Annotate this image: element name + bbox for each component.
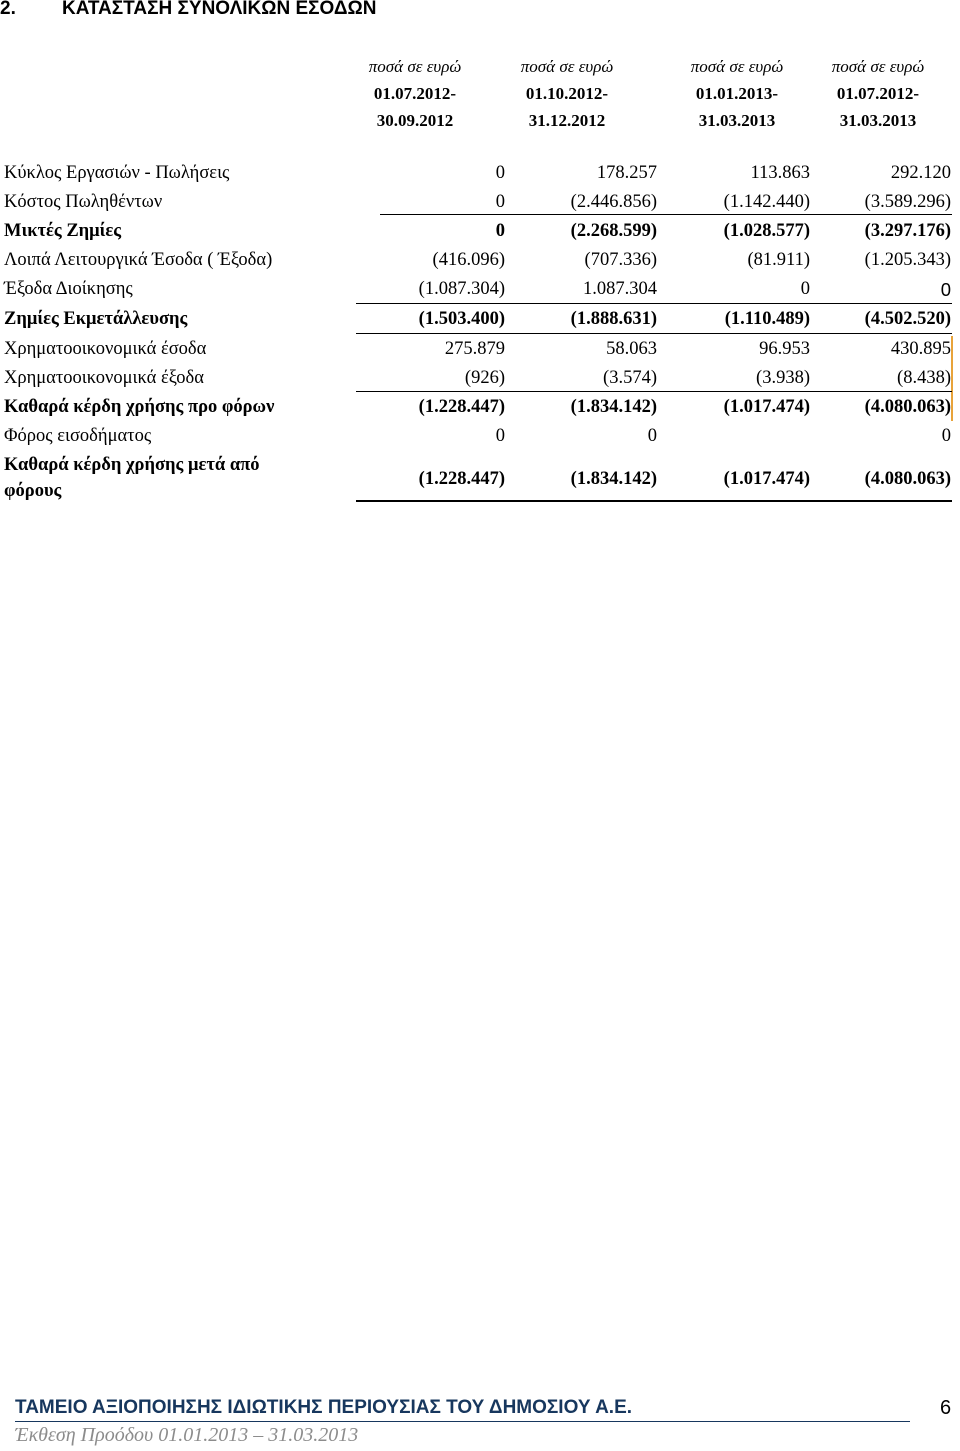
row-label: Λοιπά Λειτουργικά Έσοδα ( Έξοδα) [4, 250, 273, 270]
table-row-profit-before-tax [4, 393, 954, 422]
row-value-q4-2012: 178.257 [596, 163, 657, 183]
row-value-q1-2013: 96.953 [759, 339, 810, 359]
table-row-finance-income [4, 335, 954, 364]
total-rule [356, 500, 952, 502]
subtotal-rule [356, 333, 952, 334]
table-row-income-tax [4, 422, 954, 451]
column-period-start: 01.07.2012- [836, 84, 920, 103]
row-value-q3-2012: (1.503.400) [418, 309, 505, 329]
column-unit: ποσά σε ευρώ [831, 57, 925, 76]
footer-report-title: Έκθεση Προόδου 01.01.2013 – 31.03.2013 [15, 1424, 359, 1446]
subtotal-rule [356, 391, 952, 392]
column-period-start: 01.07.2012- [373, 84, 457, 103]
row-label: Μικτές Ζημίες [4, 221, 122, 241]
row-value-q4-2012: 58.063 [606, 339, 657, 359]
row-label: Κύκλος Εργασιών - Πωλήσεις [4, 163, 230, 183]
row-value-total: (8.438) [897, 368, 951, 388]
table-row-gross-loss [4, 217, 954, 246]
row-value-q4-2012: 0 [647, 426, 657, 446]
row-label: Χρηματοοικονομικά έξοδα [4, 368, 204, 388]
row-value-q3-2012: 0 [495, 426, 505, 446]
row-value-q1-2013: (1.017.474) [723, 469, 810, 489]
column-unit: ποσά σε ευρώ [520, 57, 614, 76]
column-header-4 [808, 53, 948, 134]
row-value-total: (4.502.520) [864, 309, 951, 329]
column-period-end: 31.03.2013 [839, 111, 917, 130]
row-value-q3-2012: (416.096) [432, 250, 505, 270]
table-row-operating-loss [4, 305, 954, 334]
row-value-q4-2012: (2.446.856) [570, 192, 657, 212]
column-period-end: 31.12.2012 [528, 111, 606, 130]
row-value-total: 292.120 [890, 163, 951, 183]
row-value-q4-2012: (1.834.142) [570, 469, 657, 489]
subtotal-rule [380, 214, 952, 215]
column-header-2 [497, 53, 637, 134]
column-period-end: 30.09.2012 [376, 111, 454, 130]
row-value-q4-2012: (3.574) [603, 368, 657, 388]
row-value-q4-2012: (1.888.631) [570, 309, 657, 329]
row-label: Καθαρά κέρδη χρήσης προ φόρων [4, 397, 275, 417]
row-value-q3-2012: 0 [495, 192, 505, 212]
footer-organization: ΤΑΜΕΙΟ ΑΞΙΟΠΟΙΗΣΗΣ ΙΔΙΩΤΙΚΗΣ ΠΕΡΙΟΥΣΙΑΣ ΤΟΥ ΔΗΜΟΣΙΟΥ Α.Ε. [15, 1397, 633, 1418]
row-value-q3-2012: (1.087.304) [418, 279, 505, 299]
row-value-q3-2012: (1.228.447) [418, 469, 505, 489]
row-value-total: 0 [940, 279, 951, 300]
row-value-q3-2012: (926) [464, 368, 505, 388]
section-title-text: ΚΑΤΑΣΤΑΣΗ ΣΥΝΟΛΙΚΩΝ ΕΣΟΔΩΝ [62, 0, 377, 19]
column-unit: ποσά σε ευρώ [690, 57, 784, 76]
row-value-total: (4.080.063) [864, 469, 951, 489]
row-label: Έξοδα Διοίκησης [4, 279, 133, 299]
row-value-total: (3.297.176) [864, 221, 951, 241]
row-value-q1-2013: 113.863 [750, 163, 810, 183]
row-label: Χρηματοοικονομικά έσοδα [4, 339, 207, 359]
row-value-q4-2012: (707.336) [584, 250, 657, 270]
row-value-total: (3.589.296) [864, 192, 951, 212]
row-value-q1-2013: 0 [800, 279, 810, 299]
row-value-q3-2012: 0 [495, 163, 505, 183]
row-value-q4-2012: (2.268.599) [570, 221, 657, 241]
row-label: Φόρος εισοδήματος [4, 426, 152, 446]
table-row-finance-expenses [4, 364, 954, 393]
column-period-start: 01.01.2013- [695, 84, 779, 103]
row-value-total: 0 [941, 426, 951, 446]
column-period-end: 31.03.2013 [698, 111, 776, 130]
row-value-q1-2013: (1.017.474) [723, 397, 810, 417]
row-label [4, 452, 260, 504]
row-value-q1-2013: (81.911) [747, 250, 810, 270]
row-value-q1-2013: (3.938) [756, 368, 810, 388]
column-header-1 [345, 53, 485, 134]
table-row-cost-of-sales [4, 188, 954, 217]
column-unit: ποσά σε ευρώ [368, 57, 462, 76]
row-value-total: (1.205.343) [864, 250, 951, 270]
row-value-q1-2013: (1.110.489) [724, 309, 810, 329]
section-title [0, 0, 376, 20]
table-row-admin-expenses [4, 275, 954, 304]
row-value-q4-2012: 1.087.304 [583, 279, 657, 299]
row-value-q1-2013: (1.028.577) [723, 221, 810, 241]
row-value-q3-2012: 0 [495, 221, 505, 241]
column-period-start: 01.10.2012- [525, 84, 609, 103]
row-value-q1-2013: (1.142.440) [723, 192, 810, 212]
column-header-3 [667, 53, 807, 134]
table-row-other-operating [4, 246, 954, 275]
row-label: Κόστος Πωληθέντων [4, 192, 163, 212]
subtotal-rule [356, 303, 952, 304]
row-value-total: 430.895 [890, 339, 951, 359]
row-value-total: (4.080.063) [864, 397, 951, 417]
row-value-q3-2012: (1.228.447) [418, 397, 505, 417]
page-number: 6 [940, 1397, 952, 1419]
row-label: Ζημίες Εκμετάλλευσης [4, 309, 188, 329]
row-label-line-2: φόρους [4, 481, 62, 501]
row-label-line-1: Καθαρά κέρδη χρήσης μετά από [4, 455, 260, 475]
row-value-q4-2012: (1.834.142) [570, 397, 657, 417]
footer-divider [15, 1421, 910, 1422]
table-row-revenue [4, 159, 954, 188]
row-value-q3-2012: 275.879 [444, 339, 505, 359]
section-number: 2. [0, 0, 16, 19]
